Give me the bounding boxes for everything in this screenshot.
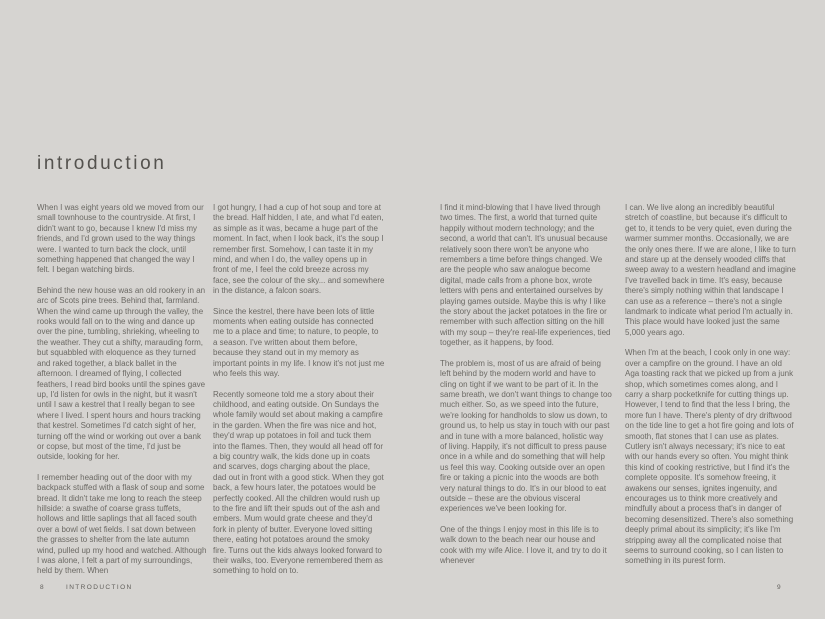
paragraph: I can. We live along an incredibly beautiful stretch of coastline, but because it's difficult to get to, it tends to be very quiet, even during the warmer summer months. Occasionally, we are the only ones there. If we are alone, I like to turn and stare up at the densely wooded cliffs that sweep away to a western headland and imagine I've travelled back in time. It's easy, because there's simply nothing within that landscape I can use as a reference – there's not a single landmark to indicate what period I'm actually in. This place would have looked just the same 5,000 years ago. [625,203,796,337]
chapter-heading: introduction [37,153,167,174]
footer-chapter-label: INTRODUCTION [66,584,133,591]
paragraph: Since the kestrel, there have been lots of little moments when eating outside has connected me to a place and time; to nature, to people, to a season. I've written about them before, because they stand out in my memory as important points in my life. I know it's not just me who feels this way. [213,306,385,379]
paragraph: When I was eight years old we moved from our small townhouse to the countryside. At first, I didn't want to go, because I knew I'd miss my friends, and I'd grown used to the way things were. I wanted to turn back the clock, until something happened that changed the way I felt. I began watching birds. [37,203,204,275]
paragraph: I remember heading out of the door with my backpack stuffed with a flask of soup and some bread. It didn't take me long to reach the steep hillside: a swathe of coarse grass tuffets, hollows and little saplings that all faced south over a bowl of wet fields. I sat down between the grasses to shelter from the late autumn wind, pulled up my hood and watched. Although I was alone, I felt a part of my surroundings, held by them. When [37,472,207,576]
left-page-number: 8 [40,584,46,591]
paragraph: When I'm at the beach, I cook only in one way: over a campfire on the ground. I have an old Aga toasting rack that we picked up from a junk shop, which sometimes comes along, and I carry a sharp pocketknife for cutting things up. However, I tend to find that the less I bring, the more fun I have. There's plenty of dry driftwood on the tide line to get a hot fire going and lots of smooth, flat stones that I can use as plates. Cutlery isn't always necessary; it's nice to eat with our hands every so often. You might think this kind of cooking restrictive, but I find it's the complete opposite. It's somehow freeing, it awakens our senses, ignites ingenuity, and encourages us to think more creatively and mindfully about a process that's in danger of becoming desensitized. There's also something deeply primal about its simplicity; it's like I'm stripping away all the complicated noise that seems to surround cooking, so I can listen to something in its purest form. [625,348,794,566]
right-page-column-2 [625,203,797,577]
paragraph: One of the things I enjoy most in this life is to walk down to the beach near our house and cook with my wife Alice. I love it, and try to do it whenever [440,524,607,565]
paragraph: I find it mind-blowing that I have lived through two times. The first, a world that turned quite happily without modern technology; and the second, a world that can't. It's unusual because relatively soon there won't be anyone who remembers a time before things changed. We are the people who saw analogue become digital, made calls from a phone box, wrote letters with pens and entertained ourselves by playing games outside. Maybe this is why I like the story about the jacket potatoes in the fire or remember with such affection sitting on the hill with my soup – they're real-life experiences, tied together, as it happens, by food. [440,203,611,348]
right-page-number: 9 [777,584,783,591]
left-page-column-2 [213,203,385,587]
paragraph: Recently someone told me a story about their childhood, and eating outside. On Sundays the whole family would set about making a campfire in the garden. When the fire was nice and hot, they'd wrap up potatoes in foil and tuck them into the flames. Then, they would all head off for a big country walk, the kids done up in coats and scarves, dogs charging about the place, dad out in front with a good stick. When they got back, a few hours later, the potatoes would be perfectly cooked. All the children would rush up to the fire and lift their spuds out of the ash and embers. Mum would grate cheese and they'd fork in plenty of butter. Everyone loved sitting there, eating hot potatoes around the smoky fire. Turns out the kids always looked forward to their walks, too. Everyone remembered them as something to hold on to. [213,389,384,576]
right-page-column-1 [440,203,612,576]
paragraph: I got hungry, I had a cup of hot soup and tore at the bread. Half hidden, I ate, and what I'd eaten, as simple as it was, became a huge part of the moment. In fact, when I look back, it's the soup I remember first. Somehow, I can taste it in my mind, and when I do, the valley opens up in front of me, I feel the cold breeze across my face, see the colour of the sky... and somewhere in the distance, a falcon soars. [213,203,385,296]
paragraph: The problem is, most of us are afraid of being left behind by the modern world and have to cling on tight if we want to be part of it. In the same breath, we don't want things to change too much either. So, as we speed into the future, we're looking for handholds to slow us down, to ground us, to help us stay in touch with our past and in tune with a more balanced, holistic way of living. Happily, it's not difficult to press pause once in a while and do something that will help us feel this way. Cooking outside over an open fire or taking a picnic into the woods are both very natural things to do. It's in our blood to eat outside – these are the obvious visceral experiences we've been looking for. [440,358,612,514]
left-page-column-1 [37,203,209,587]
paragraph: Behind the new house was an old rookery in an arc of Scots pine trees. Behind that, farmland. When the wind came up through the valley, the rooks would fall on to the wing and dance up over the pine, tumbling, shrieking, wheeling to the weather. They cut a shifty, marauding form, but squabbled with eloquence as they turned and raked together, a black ballet in the afternoon. I dreamed of flying, I collected feathers, I read bird books until the spines gave up, I'd listen for owls in the night, but it wasn't until I saw a kestrel that I really began to see where I lived. I spent hours and hours tracking that kestrel. Sometimes I'd catch sight of her, turning off the wind or working out over a bank or copse, but most of the time, I'd just be outside, looking for her. [37,285,206,462]
